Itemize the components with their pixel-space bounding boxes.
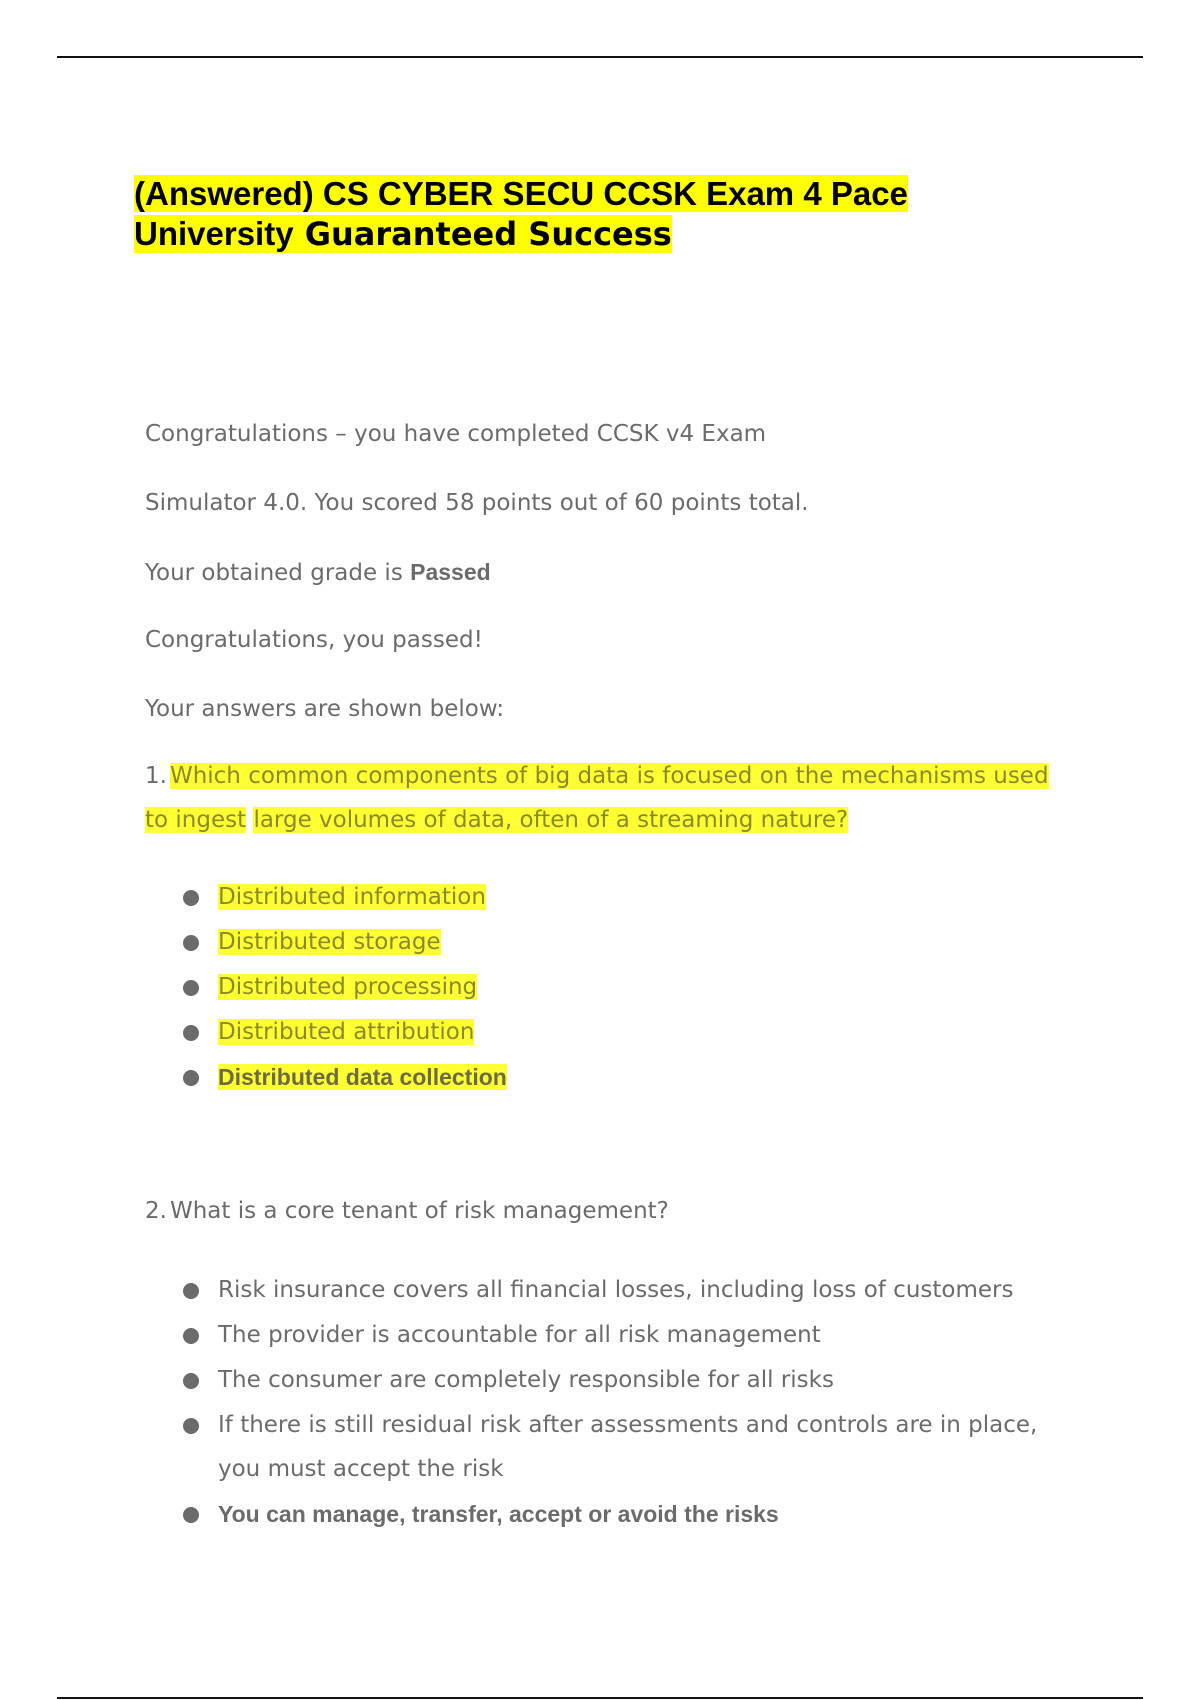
list-item [182, 1320, 1082, 1350]
list-item [182, 882, 1082, 912]
option-text: Risk insurance covers all financial losses, including loss of customers [218, 1277, 1014, 1303]
question-2-number: 2. [145, 1198, 167, 1224]
list-item [182, 1499, 1082, 1530]
question-1-text-part-2: large volumes of data, often of a streaming nature? [253, 807, 849, 833]
option-text: Distributed storage [218, 929, 441, 955]
correct-answer-text: Distributed data collection [218, 1064, 507, 1090]
title-line-2-tail: Guaranteed Success [304, 215, 672, 253]
option-text: Distributed information [218, 884, 486, 910]
bullet-icon [183, 1507, 199, 1523]
question-1-text-part-1: Which common components of big data is focused on the mechanisms used to ingest [145, 763, 1049, 833]
list-item [182, 1403, 1082, 1491]
intro-line-5: Your answers are shown below: [145, 696, 505, 722]
grade-value: Passed [410, 559, 491, 585]
option-text: The provider is accountable for all risk management [218, 1322, 821, 1348]
bullet-icon [183, 980, 199, 996]
document-title [134, 174, 1134, 254]
title-line-2 [134, 215, 672, 253]
option-text: Distributed processing [218, 974, 478, 1000]
intro-line-1: Congratulations – you have completed CCSK v4 Exam [145, 421, 767, 447]
option-text: Distributed attribution [218, 1019, 475, 1045]
intro-line-4: Congratulations, you passed! [145, 627, 483, 653]
title-line-1: (Answered) CS CYBER SECU CCSK Exam 4 Pace [134, 175, 908, 212]
list-item [182, 1017, 1082, 1047]
intro-line-2: Simulator 4.0. You scored 58 points out of 60 points total. [145, 490, 809, 516]
list-item [182, 1365, 1082, 1395]
bullet-icon [183, 1070, 199, 1086]
grade-prefix: Your obtained grade is [145, 560, 403, 586]
list-item [182, 972, 1082, 1002]
correct-answer-text: You can manage, transfer, accept or avoid the risks [218, 1501, 779, 1527]
question-1-number: 1. [145, 763, 167, 789]
question-2 [145, 1189, 1065, 1233]
list-item [182, 927, 1082, 957]
list-item [182, 1275, 1082, 1305]
option-text: The consumer are completely responsible for all risks [218, 1367, 834, 1393]
bullet-icon [183, 1418, 199, 1434]
question-2-text: What is a core tenant of risk management? [169, 1198, 669, 1224]
bullet-icon [183, 935, 199, 951]
option-text: If there is still residual risk after assessments and controls are in place, you must accept the risk [218, 1412, 1038, 1482]
title-line-2-lead: University [134, 215, 294, 252]
bullet-icon [183, 890, 199, 906]
bullet-icon [183, 1328, 199, 1344]
question-2-options [182, 1275, 1082, 1545]
intro-grade [145, 557, 491, 588]
bottom-rule [57, 1697, 1143, 1699]
bullet-icon [183, 1373, 199, 1389]
top-rule [57, 56, 1143, 58]
bullet-icon [183, 1283, 199, 1299]
list-item [182, 1062, 1082, 1093]
question-1 [145, 754, 1065, 842]
question-1-options [182, 882, 1082, 1108]
bullet-icon [183, 1025, 199, 1041]
